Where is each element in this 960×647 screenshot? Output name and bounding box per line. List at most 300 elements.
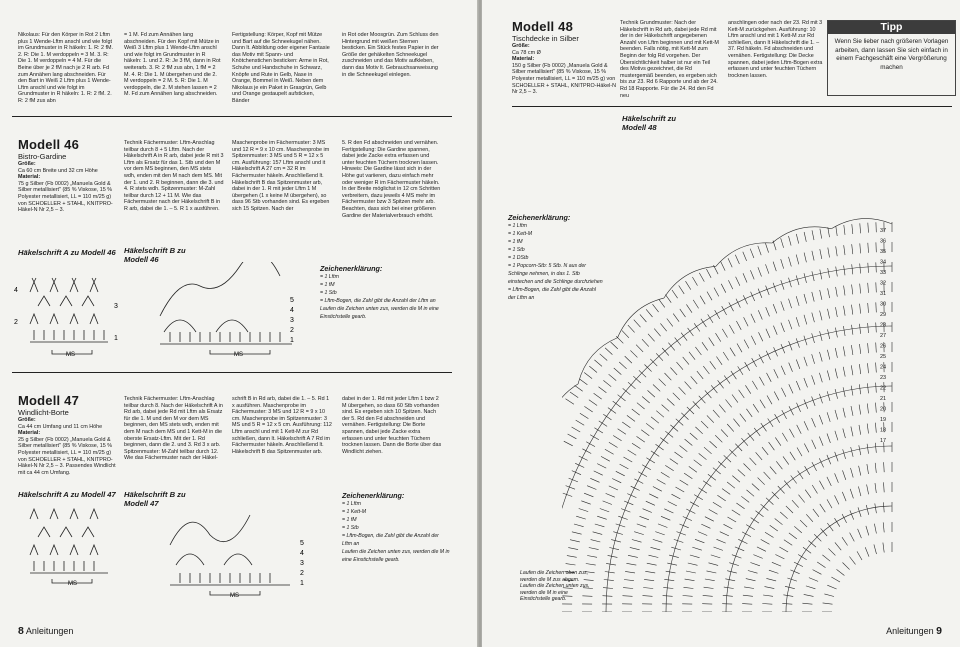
doily-stitch xyxy=(618,516,627,519)
doily-round-number: 17 xyxy=(880,438,887,444)
doily-stitch xyxy=(860,223,861,233)
doily-stitch xyxy=(875,463,876,473)
doily-stitch xyxy=(685,579,695,581)
chart-46b-rownum-2: 2 xyxy=(290,327,294,334)
doily-stitch xyxy=(796,255,799,265)
doily-stitches xyxy=(562,219,892,612)
doily-stitch xyxy=(591,540,601,542)
doily-stitch xyxy=(778,486,785,493)
doily-stitch xyxy=(661,472,670,477)
doily-stitch xyxy=(605,449,614,454)
doily-round-number: 22 xyxy=(880,385,887,392)
chart-46a-row3 xyxy=(38,296,94,306)
doily-stitch xyxy=(732,510,740,515)
doily-stitch xyxy=(744,587,754,589)
model-48-info xyxy=(512,20,616,96)
doily-stitch xyxy=(733,419,739,427)
doily-stitch xyxy=(703,595,713,596)
doily-stitch xyxy=(851,386,853,396)
doily-stitch xyxy=(783,595,793,597)
tipp-text: Wenn Sie lieber nach größeren Vorlagen arbeiten, dann lassen Sie sich einfach in einem Fachgeschäft eine Vergrößerung machen xyxy=(834,38,949,72)
doily-stitch xyxy=(774,369,778,378)
doily-stitch xyxy=(758,478,765,485)
doily-stitch xyxy=(766,498,773,505)
doily-stitch xyxy=(796,275,799,285)
doily-stitch xyxy=(789,257,792,267)
model-46-title: Modell 46 xyxy=(18,137,80,152)
doily-stitch xyxy=(812,230,814,240)
model-47-material-heading: Material: xyxy=(18,430,41,437)
doily-stitch xyxy=(827,455,831,464)
doily-stitch xyxy=(691,376,698,384)
doily-stitch xyxy=(883,502,884,512)
doily-stitch xyxy=(725,579,735,581)
doily-stitch xyxy=(693,401,700,408)
right-footer xyxy=(886,625,942,637)
doily-stitch xyxy=(665,295,671,303)
doily-stitch xyxy=(628,325,635,332)
doily-stitch xyxy=(813,570,822,575)
doily-stitch xyxy=(651,547,661,550)
chart-46a-title: Häkelschrift A zu Modell 46 xyxy=(18,248,116,257)
doily-stitch xyxy=(707,571,717,573)
doily-stitch xyxy=(563,493,572,496)
doily-stitch xyxy=(727,424,734,432)
doily-stitch xyxy=(589,548,599,550)
doily-stitch xyxy=(738,539,747,543)
left-page xyxy=(0,0,478,647)
doily-stitch xyxy=(603,588,613,589)
doily-stitch xyxy=(636,345,643,352)
doily-stitch xyxy=(835,369,837,379)
doily-stitch xyxy=(842,537,848,545)
doily-stitch xyxy=(828,309,830,319)
model-46-col2: Technik Fächermuster: Lftm-Anschlag teilbar durch 8 + 5 Lftm. Nach der Häkelschrift A in R arb, dabei jede R mit 3 Lftm als Ersatz für das 1. Stb und den M vor dem MS beginnen, den MS stets wdh, enden mit den M nach dem MS. Mit der 1. und 2. R beginnen, dann die 3. und 4. R stets wdh. Spitzenmuster: M-Zahl teilbar durch 12 + 11 M. Wie das Fächermuster nach der Häkelschrift B in R arb, dabei die 1. – 5. R 1 x ausführen. xyxy=(124,140,224,212)
doily-stitch xyxy=(744,317,749,326)
doily-stitch xyxy=(883,522,884,532)
doily-stitch xyxy=(566,564,576,565)
doily-stitch xyxy=(717,539,726,543)
doily-stitch xyxy=(789,299,792,309)
doily-stitch xyxy=(852,264,853,274)
doily-stitch xyxy=(867,424,868,434)
doily-stitch xyxy=(676,419,683,426)
doily-stitch xyxy=(767,396,772,405)
doily-stitch xyxy=(875,443,876,453)
doily-stitch xyxy=(843,326,845,336)
doily-stitch xyxy=(625,571,635,573)
doily-stitch xyxy=(759,332,763,341)
doily-stitch xyxy=(651,417,659,423)
doily-stitch xyxy=(809,578,818,582)
doily-stitch xyxy=(608,555,618,557)
doily-stitch xyxy=(686,281,691,289)
doily-stitch xyxy=(697,371,703,379)
doily-stitch xyxy=(743,295,747,304)
legend-47-item: = 1 fM xyxy=(342,517,357,523)
doily-stitch xyxy=(850,489,853,499)
doily-round-number: 27 xyxy=(880,333,887,339)
nikolaus-text-col4: in Rot oder Moosgrün. Zum Schluss den Hintergrund mit weißen Sternen besticken. Ein Stück festes Papier in der Größe der gehäkelten Schneekugel zuschneiden und das Motiv aufkleben, dann das Motiv lt. Gebrauchsanweisung in die Schneekugel einlegen. xyxy=(342,32,439,78)
doily-stitch xyxy=(576,516,586,519)
doily-stitch xyxy=(769,442,775,450)
doily-stitch xyxy=(874,524,876,534)
doily-stitch xyxy=(714,288,719,297)
doily-stitch xyxy=(812,271,814,281)
doily-stitch xyxy=(670,459,678,465)
doily-stitch xyxy=(673,393,680,400)
nikolaus-text-col1: Nikolaus: Für den Körper in Rot 2 Lftm plus 1 Wende-Lftm anschl und wie folgt im Grundmuster in R häkeln: 1. R: 2 fM. 2. R: Die 1. M verdoppeln = 3 M. 3. R: Die 1. M verdoppeln = 4 M. Für die Beine über je 2 fM nach je 2 R arb. Fd zum Annähen lang abschneiden. Für den Bart in Weiß 2 Lftm plus 1 Wende-Lftm anschl und wie folgt im Grundmuster in R häkeln: 1. R: 2 fM. 2. R: 2 fM zus abn xyxy=(18,32,113,104)
tipp-title: Tipp xyxy=(828,21,955,34)
doily-stitch xyxy=(640,516,649,520)
doily-stitch xyxy=(789,320,792,329)
doily-stitch xyxy=(609,442,618,447)
doily-stitch xyxy=(630,350,637,357)
doily-stitch xyxy=(835,328,837,338)
doily-stitch xyxy=(721,284,726,293)
doily-stitch xyxy=(866,526,869,536)
doily-stitch xyxy=(667,319,673,327)
doily-stitch xyxy=(645,571,655,573)
doily-round-number: 33 xyxy=(880,270,887,276)
doily-stitch xyxy=(804,594,814,596)
doily-stitch xyxy=(593,532,603,535)
doily-stitch xyxy=(601,456,610,461)
doily-stitch xyxy=(781,323,785,332)
doily-stitch xyxy=(680,480,689,485)
doily-stitch xyxy=(867,444,868,454)
doily-stitch xyxy=(724,587,734,588)
doily-stitch xyxy=(883,543,884,553)
doily-stitch xyxy=(762,604,772,605)
doily-round-number: 26 xyxy=(880,343,887,350)
doily-stitch xyxy=(657,479,666,484)
doily-stitch xyxy=(648,390,655,397)
chart-47b-rownum-5: 5 xyxy=(300,540,304,547)
doily-stitch xyxy=(852,244,853,254)
doily-stitch xyxy=(828,227,830,237)
model-48-material: 150 g Silber (Fb 0002) „Manuela Gold & Silber metallisiert" (85 % Viskose, 15 % Polyester metallisiert, LL = 110 m/25 g) von SCHOELLER + STAHL, KNITPRO-Häkel-N Nr 2,5 – 3. xyxy=(512,62,616,96)
doily-stitch xyxy=(851,345,853,355)
doily-stitch xyxy=(679,286,685,294)
doily-stitch xyxy=(590,478,599,482)
chart-47a-row3 xyxy=(38,527,94,537)
doily-stitch xyxy=(868,283,869,293)
doily-stitch xyxy=(786,506,793,513)
doily-stitch xyxy=(581,501,590,504)
doily-stitch xyxy=(774,347,778,356)
doily-stitch xyxy=(681,413,688,420)
doily-stitch xyxy=(695,427,702,434)
doily-stitch xyxy=(724,524,733,529)
doily-stitch xyxy=(644,579,654,580)
doily-stitch xyxy=(713,502,722,507)
doily-stitch xyxy=(716,333,721,341)
model-46-groesse-heading: Größe: xyxy=(18,161,36,167)
doily-stitch xyxy=(860,243,861,253)
doily-stitch xyxy=(804,421,808,430)
doily-stitch xyxy=(579,456,588,460)
doily-stitch xyxy=(746,579,756,581)
doily-stitch xyxy=(627,494,636,498)
doily-stitch xyxy=(852,285,853,295)
doily-stitch xyxy=(827,434,830,443)
doily-stitch xyxy=(727,571,737,573)
doily-stitch xyxy=(587,486,596,490)
doily-stitch xyxy=(732,476,740,483)
doily-stitch xyxy=(663,596,673,597)
doily-stitch xyxy=(876,403,877,413)
doily-stitch xyxy=(836,287,838,297)
doily-stitch xyxy=(799,495,805,503)
doily-round-number: 21 xyxy=(880,396,887,402)
doily-round-number: 28 xyxy=(880,322,887,329)
doily-stitch xyxy=(568,434,577,439)
doily-stitch xyxy=(686,304,692,312)
doily-stitch xyxy=(570,540,580,542)
doily-stitch xyxy=(687,407,694,414)
doily-stitch xyxy=(568,548,578,550)
chart-46b-rownum-5: 5 xyxy=(290,297,294,304)
model-48-groesse-heading: Größe: xyxy=(512,43,530,49)
doily-round-number: 19 xyxy=(880,417,887,423)
doily-stitch xyxy=(766,307,770,316)
doily-stitch xyxy=(653,304,659,312)
doily-stitch xyxy=(714,547,723,550)
doily-stitch xyxy=(612,479,621,483)
doily-stitch xyxy=(653,385,660,392)
doily-stitch xyxy=(875,423,876,433)
doily-stitch xyxy=(876,282,877,292)
doily-stitch xyxy=(804,400,808,409)
doily-stitch xyxy=(765,243,768,253)
doily-chain-arc xyxy=(562,266,892,612)
doily-stitch xyxy=(634,320,641,328)
doily-stitch xyxy=(859,425,861,435)
doily-stitch xyxy=(735,255,739,264)
doily-stitch xyxy=(728,280,732,289)
legend-48-title: Zeichenerklärung: xyxy=(508,213,571,222)
doily-stitch xyxy=(765,532,774,537)
doily-stitch xyxy=(620,464,629,469)
doily-stitch xyxy=(566,486,575,490)
doily-stitch xyxy=(784,540,792,546)
doily-stitch xyxy=(835,452,838,462)
chart-46b-scallop-mid xyxy=(164,320,248,332)
doily-stitch xyxy=(850,510,854,519)
doily-stitch xyxy=(876,262,877,272)
legend-46-item: = Lftm-Bogen, die Zahl gibt die Anzahl der Lftm an xyxy=(320,298,436,304)
doily-stitch xyxy=(876,302,877,312)
doily-stitch xyxy=(569,478,578,482)
doily-stitch xyxy=(722,329,727,338)
doily-stitch xyxy=(739,390,745,398)
doily-stitch xyxy=(660,323,666,331)
doily-stitch xyxy=(576,420,585,425)
doily-stitch xyxy=(628,450,637,455)
doily-stitch xyxy=(796,338,799,347)
doily-stitch xyxy=(740,414,746,422)
doily-stitch xyxy=(843,346,845,356)
doily-stitch xyxy=(594,393,602,399)
doily-stitch xyxy=(624,580,634,581)
doily-stitch xyxy=(819,373,822,383)
doily-stitch xyxy=(580,413,589,418)
doily-stitch xyxy=(827,350,829,360)
model-47-col2: Technik Fächermuster: Lftm-Anschlag teilbar durch 8. Nach der Häkelschrift A in Rd arb, dabei jede Rd mit Lftm als Ersatz für die 1. M und den M vor dem MS beginnen, den MS stets wdh, enden mit dem M nach dem MS und 1 Kett-M in die oberste Ersatz-Lftm. Mit der 1. Rd beginnen, dann die 2. und 3. Rd 3 x arb. Spitzenmuster: M-Zahl teilbar durch 12. Wie das Fächermuster nach der Häkel- xyxy=(124,396,223,462)
doily-stitch xyxy=(876,323,877,333)
doily-stitch xyxy=(628,555,638,557)
doily-stitch xyxy=(628,382,636,389)
doily-stitch xyxy=(685,439,693,445)
doily-stitch xyxy=(781,388,786,397)
doily-stitch xyxy=(828,548,835,555)
doily-stitch xyxy=(785,586,795,588)
chart-46b-rownum-3: 3 xyxy=(290,317,294,324)
doily-stitch xyxy=(663,587,673,588)
doily-stitch xyxy=(797,425,802,434)
crochet-chart-46b xyxy=(140,262,310,362)
legend-46-item: = 1 Lftm xyxy=(320,274,339,280)
doily-stitch xyxy=(819,415,823,424)
doily-stitch xyxy=(752,484,759,491)
doily-stitch xyxy=(689,466,697,472)
chart-46a-row1 xyxy=(30,330,108,342)
doily-stitch xyxy=(669,555,679,558)
doily-stitch xyxy=(770,467,776,475)
doily-stitch xyxy=(589,366,597,372)
doily-stitch xyxy=(764,472,771,479)
doily-stitch xyxy=(722,489,730,495)
doily-stitch xyxy=(729,325,734,334)
doily-stitch xyxy=(654,329,660,337)
doily-stitch xyxy=(808,541,816,548)
doily-stitch xyxy=(748,571,758,574)
model-47-subtitle: Windlicht-Borte xyxy=(18,408,69,417)
doily-stitch xyxy=(837,569,845,575)
doily-stitch xyxy=(760,400,765,409)
doily-stitch xyxy=(683,596,693,597)
doily-stitch xyxy=(619,362,626,369)
doily-stitch xyxy=(796,296,799,306)
doily-stitch xyxy=(606,563,616,565)
model-47-material: 25 g Silber (Fb 0002) „Manuela Gold & Silber metallisiert" (85 % Viskose, 15 % Polyester metallisiert, LL = 110 m/25 g) von SCHOELLER + STAHL, KNITPRO-Häkel-N Nr 2,5 – 3. Passendes Windlicht mit ca 44 cm Umfang. xyxy=(18,436,116,476)
doily-stitch xyxy=(721,262,725,271)
doily-stitch xyxy=(631,486,640,490)
footer-label-left: Anleitungen xyxy=(25,626,74,636)
doily-stitch xyxy=(824,594,834,597)
doily-stitch xyxy=(728,258,732,267)
doily-stitch xyxy=(586,564,596,566)
doily-stitch xyxy=(668,501,677,506)
doily-stitch xyxy=(672,290,678,298)
doily-stitch xyxy=(805,490,811,498)
doily-stitch xyxy=(701,421,708,428)
doily-stitch xyxy=(812,313,815,323)
doily-stitch xyxy=(694,460,702,466)
chart-46a-ms-label: MS xyxy=(66,352,75,358)
legend-48-item: = 1 Stb xyxy=(508,247,525,253)
doily-stitch xyxy=(867,404,868,414)
chart-47a-title: Häkelschrift A zu Modell 47 xyxy=(18,490,116,499)
doily-stitch xyxy=(850,533,855,542)
doily-stitch xyxy=(630,547,640,549)
doily-stitch xyxy=(743,595,753,596)
doily-stitch xyxy=(866,505,868,515)
model-48-col3: anschlingen oder nach der 23. Rd mit 3 Kett-M zurückgehen. Ausführung: 10 Lftm anschl und mit 1 Kett-M zur Rd schließen, dann lt Häkelschrift die 1. – 37. Rd häkeln. Fd abschneiden und vernähen. Fertigstellung: Die Decke spannen, dabei jeden Lftm-Bogen extra erfassen und unter feuchten Tüchern trocknen lassen. xyxy=(728,20,823,79)
chart-47b-scallop-top xyxy=(170,515,250,545)
doily-stitch xyxy=(701,524,710,528)
doily-stitch xyxy=(876,343,877,353)
doily-stitch xyxy=(857,551,862,560)
doily-stitch xyxy=(828,268,830,278)
doily-stitch xyxy=(874,544,877,554)
legend-48-item: = 1 Kett-M xyxy=(508,231,533,237)
doily-stitch xyxy=(570,392,578,398)
doily-stitch xyxy=(670,425,678,432)
doily-stitch xyxy=(680,524,689,528)
doily-stitch xyxy=(796,381,800,390)
doily-stitch xyxy=(867,464,869,474)
doily-round-number: 32 xyxy=(880,280,887,287)
doily-stitch xyxy=(844,245,845,255)
doily-stitch xyxy=(675,452,683,458)
doily-stitch xyxy=(735,547,744,551)
doily-stitch xyxy=(812,418,816,427)
doily-stitch xyxy=(789,236,792,246)
doily-stitch xyxy=(827,477,831,486)
doily-stitch xyxy=(843,387,845,397)
doily-stitch xyxy=(797,448,802,457)
doily-stitch xyxy=(599,387,607,393)
doily-stitch xyxy=(645,365,652,372)
doily-stitch xyxy=(769,570,779,573)
doily-stitch xyxy=(680,309,686,317)
doily-stitch xyxy=(624,501,633,505)
doily-stitch xyxy=(692,277,697,286)
doily-stitch xyxy=(868,243,869,253)
doily-stitch xyxy=(789,384,793,393)
doily-stitch xyxy=(859,364,860,374)
doily-stitch xyxy=(820,290,822,300)
model-47-col3: schrift B in Rd arb, dabei die 1. – 5. Rd 1 x ausführen. Maschenprobe im Fächermuster: 3 MS und 12 R = 9 x 10 cm. Maschenprobe im Spitzenmuster: 3 MS und 5 R = 12 x 5 cm. Ausführung: 112 Lftm anschl und mit 1 Kett-M zur Rd schließen, dann lt. Häkelschrift A 7 Rd im Fächermuster häkeln. Anschließend lt. Häkelschrift B das Spitzenmuster arb. xyxy=(232,396,332,455)
doily-stitch xyxy=(849,557,855,565)
doily-stitch xyxy=(875,483,876,493)
doily-stitch xyxy=(784,481,790,489)
doily-stitch xyxy=(695,539,704,543)
doily-stitch xyxy=(736,277,740,286)
doily-stitch xyxy=(693,300,698,309)
doily-stitch xyxy=(736,299,740,308)
chart-46b-title: Häkelschrift B zu Modell 46 xyxy=(124,246,186,264)
doily-round-number: 24 xyxy=(880,364,887,371)
doily-stitch xyxy=(875,503,877,513)
doily-stitch xyxy=(680,446,688,452)
doily-stitch xyxy=(820,311,822,321)
doily-stitch xyxy=(758,267,762,276)
chart-46a-row2 xyxy=(30,314,98,324)
chart-47b-stitches xyxy=(180,573,270,583)
doily-stitch xyxy=(719,405,725,413)
doily-stitch xyxy=(773,262,776,272)
doily-stitch xyxy=(758,289,762,298)
legend-47-note: Laufen die Zeichen unten zus, werden die M in eine Einstichstelle gearb. xyxy=(342,549,450,563)
chart-47b-rownum-2: 2 xyxy=(300,570,304,577)
doily-stitch xyxy=(867,383,868,393)
doily-stitch xyxy=(827,391,830,401)
doily-stitch xyxy=(603,596,613,597)
doily-stitch xyxy=(744,464,751,471)
